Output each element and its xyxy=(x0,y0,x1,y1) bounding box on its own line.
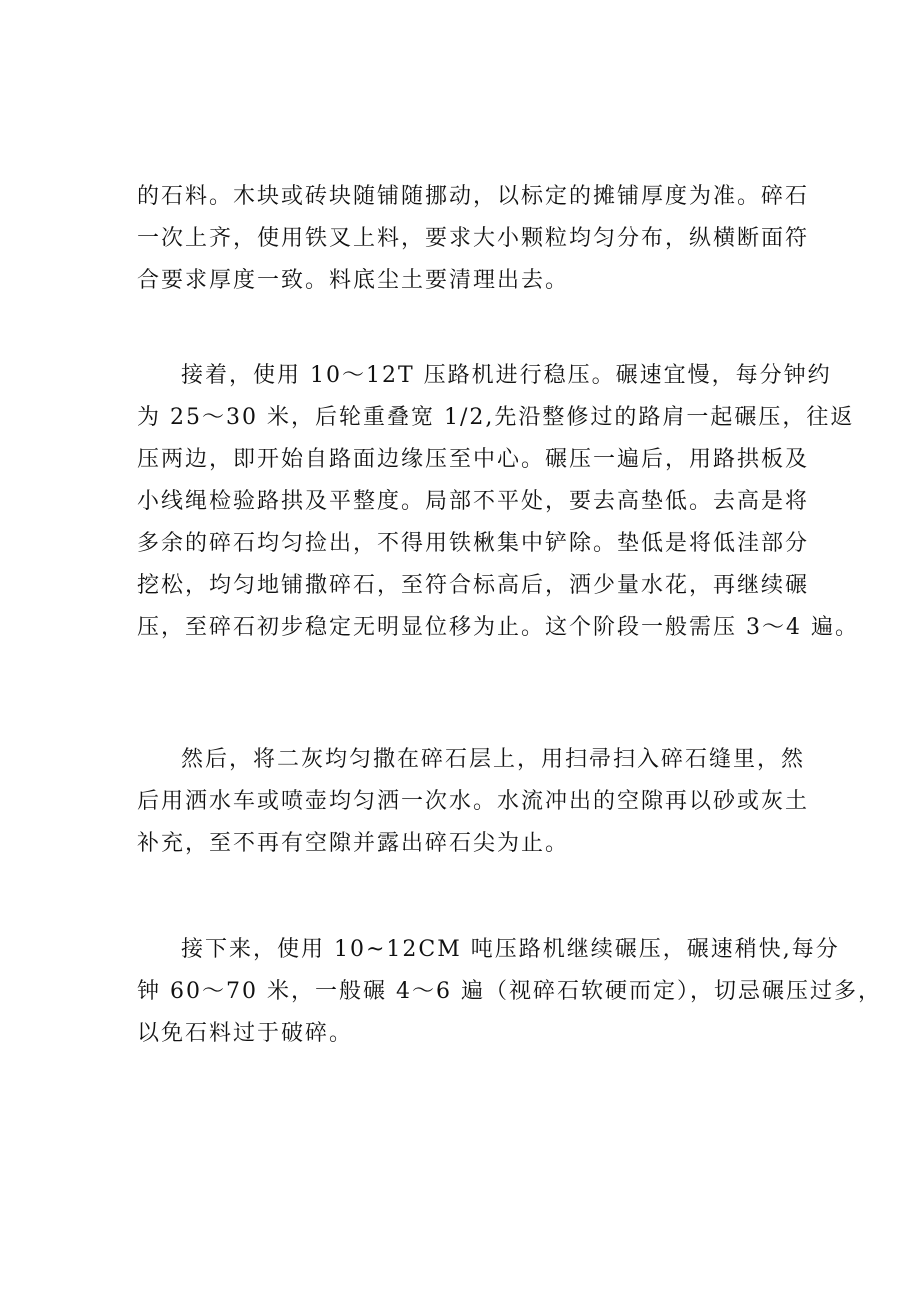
paragraph-spreading-lime-ash xyxy=(137,739,810,865)
text-line: 接着，使用 10～12T 压路机进行稳压。碾速宜慢，每分钟约 xyxy=(181,363,832,388)
text-line: 小线绳检验路拱及平整度。局部不平处，要去高垫低。去高是将 xyxy=(137,489,810,514)
paragraph-final-rolling xyxy=(137,929,882,1055)
text-line: 为 25～30 米，后轮重叠宽 1/2,先沿整修过的路肩一起碾压，往返 xyxy=(137,405,855,430)
text-line: 一次上齐，使用铁叉上料，要求大小颗粒均匀分布，纵横断面符 xyxy=(137,226,810,251)
text-line: 然后，将二灰均匀撒在碎石层上，用扫帚扫入碎石缝里，然 xyxy=(181,747,806,772)
text-line: 合要求厚度一致。料底尘土要清理出去。 xyxy=(137,268,570,293)
text-line: 多余的碎石均匀捡出，不得用铁楸集中铲除。垫低是将低洼部分 xyxy=(137,531,810,556)
text-line: 补充，至不再有空隙并露出碎石尖为止。 xyxy=(137,831,570,856)
text-line: 挖松，均匀地铺撒碎石，至符合标高后，洒少量水花，再继续碾 xyxy=(137,573,810,598)
text-line: 以免石料过于破碎。 xyxy=(137,1021,354,1046)
text-line: 钟 60～70 米，一般碾 4～6 遍（视碎石软硬而定），切忌碾压过多， xyxy=(137,979,882,1004)
text-line: 压两边，即开始自路面边缘压至中心。碾压一遍后，用路拱板及 xyxy=(137,447,810,472)
text-line: 接下来，使用 10~12CM 吨压路机继续碾压，碾速稍快,每分 xyxy=(181,937,840,962)
paragraph-stabilizing-rolling xyxy=(137,355,859,649)
paragraph-stone-laying xyxy=(137,176,810,302)
text-line: 压，至碎石初步稳定无明显位移为止。这个阶段一般需压 3～4 遍。 xyxy=(137,615,859,640)
text-line: 的石料。木块或砖块随铺随挪动，以标定的摊铺厚度为准。碎石 xyxy=(137,184,810,209)
text-line: 后用洒水车或喷壶均匀洒一次水。水流冲出的空隙再以砂或灰土 xyxy=(137,789,810,814)
